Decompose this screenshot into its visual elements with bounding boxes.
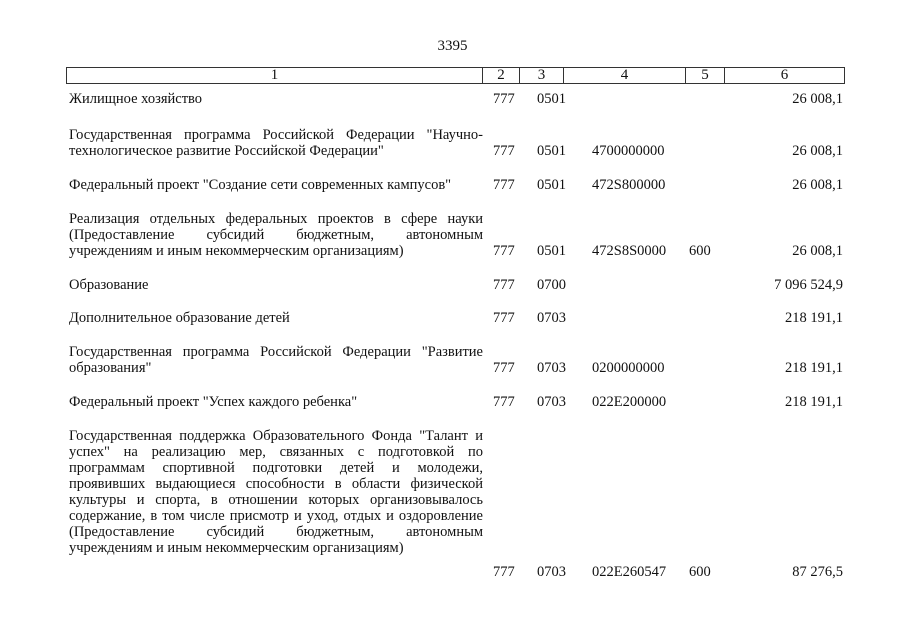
row-col-6: 218 191,1 bbox=[785, 394, 843, 410]
row-col-2: 777 bbox=[493, 564, 515, 580]
row-col-2: 777 bbox=[493, 91, 515, 107]
row-col-2: 777 bbox=[493, 394, 515, 410]
row-col-5: 600 bbox=[689, 564, 711, 580]
row-col-3: 0700 bbox=[537, 277, 566, 293]
row-col-3: 0501 bbox=[537, 91, 566, 107]
row-col-3: 0501 bbox=[537, 177, 566, 193]
row-description: Государственная программа Российской Федерации "Научно-технологическое развитие Российской Федерации" bbox=[69, 127, 483, 159]
header-col-3: 3 bbox=[520, 68, 564, 84]
header-col-6: 6 bbox=[725, 68, 845, 84]
row-col-2: 777 bbox=[493, 177, 515, 193]
row-col-4: 472S800000 bbox=[592, 177, 666, 193]
row-col-3: 0703 bbox=[537, 310, 566, 326]
row-description: Федеральный проект "Создание сети современных кампусов" bbox=[69, 177, 452, 193]
header-col-2: 2 bbox=[483, 68, 520, 84]
row-col-6: 87 276,5 bbox=[792, 564, 843, 580]
row-col-2: 777 bbox=[493, 360, 515, 376]
row-description: Жилищное хозяйство bbox=[69, 91, 203, 107]
row-description: Реализация отдельных федеральных проектов в сфере науки (Предоставление субсидий бюджетным, автономным учреждениям и иным некоммерческим организациям) bbox=[69, 211, 483, 259]
row-col-2: 777 bbox=[493, 143, 515, 159]
row-col-6: 26 008,1 bbox=[792, 177, 843, 193]
row-col-3: 0703 bbox=[537, 360, 566, 376]
row-col-6: 7 096 524,9 bbox=[774, 277, 843, 293]
row-col-3: 0501 bbox=[537, 243, 566, 259]
header-col-5: 5 bbox=[686, 68, 725, 84]
row-col-6: 26 008,1 bbox=[792, 143, 843, 159]
row-col-6: 26 008,1 bbox=[792, 243, 843, 259]
row-col-6: 218 191,1 bbox=[785, 310, 843, 326]
row-col-4: 022E200000 bbox=[592, 394, 667, 410]
row-description: Государственная поддержка Образовательного Фонда "Талант и успех" на реализацию мер, связанных с подготовкой по программам спортивной подготовки детей и молодежи, проявивших выдающиеся способности в области физической культуры и спорта, в отношении которых организовывалось содержание, в том числе присмотр и уход, отдых и оздоровление (Предоставление субсидий бюджетным, автономным учреждениям и иным некоммерческим организациям) bbox=[69, 428, 483, 556]
row-col-4: 0200000000 bbox=[592, 360, 665, 376]
row-description: Федеральный проект "Успех каждого ребенка" bbox=[69, 394, 358, 410]
row-description: Образование bbox=[69, 277, 149, 293]
row-col-6: 218 191,1 bbox=[785, 360, 843, 376]
row-col-2: 777 bbox=[493, 277, 515, 293]
row-col-4: 022E260547 bbox=[592, 564, 667, 580]
header-col-4: 4 bbox=[564, 68, 686, 84]
row-col-3: 0703 bbox=[537, 564, 566, 580]
row-col-2: 777 bbox=[493, 310, 515, 326]
row-col-2: 777 bbox=[493, 243, 515, 259]
header-col-1: 1 bbox=[67, 68, 483, 84]
row-col-3: 0501 bbox=[537, 143, 566, 159]
row-col-6: 26 008,1 bbox=[792, 91, 843, 107]
row-col-4: 472S8S0000 bbox=[592, 243, 667, 259]
page-number: 3395 bbox=[437, 38, 468, 54]
row-col-3: 0703 bbox=[537, 394, 566, 410]
row-col-4: 4700000000 bbox=[592, 143, 665, 159]
row-description: Государственная программа Российской Федерации "Развитие образования" bbox=[69, 344, 483, 376]
row-col-5: 600 bbox=[689, 243, 711, 259]
row-description: Дополнительное образование детей bbox=[69, 310, 290, 326]
